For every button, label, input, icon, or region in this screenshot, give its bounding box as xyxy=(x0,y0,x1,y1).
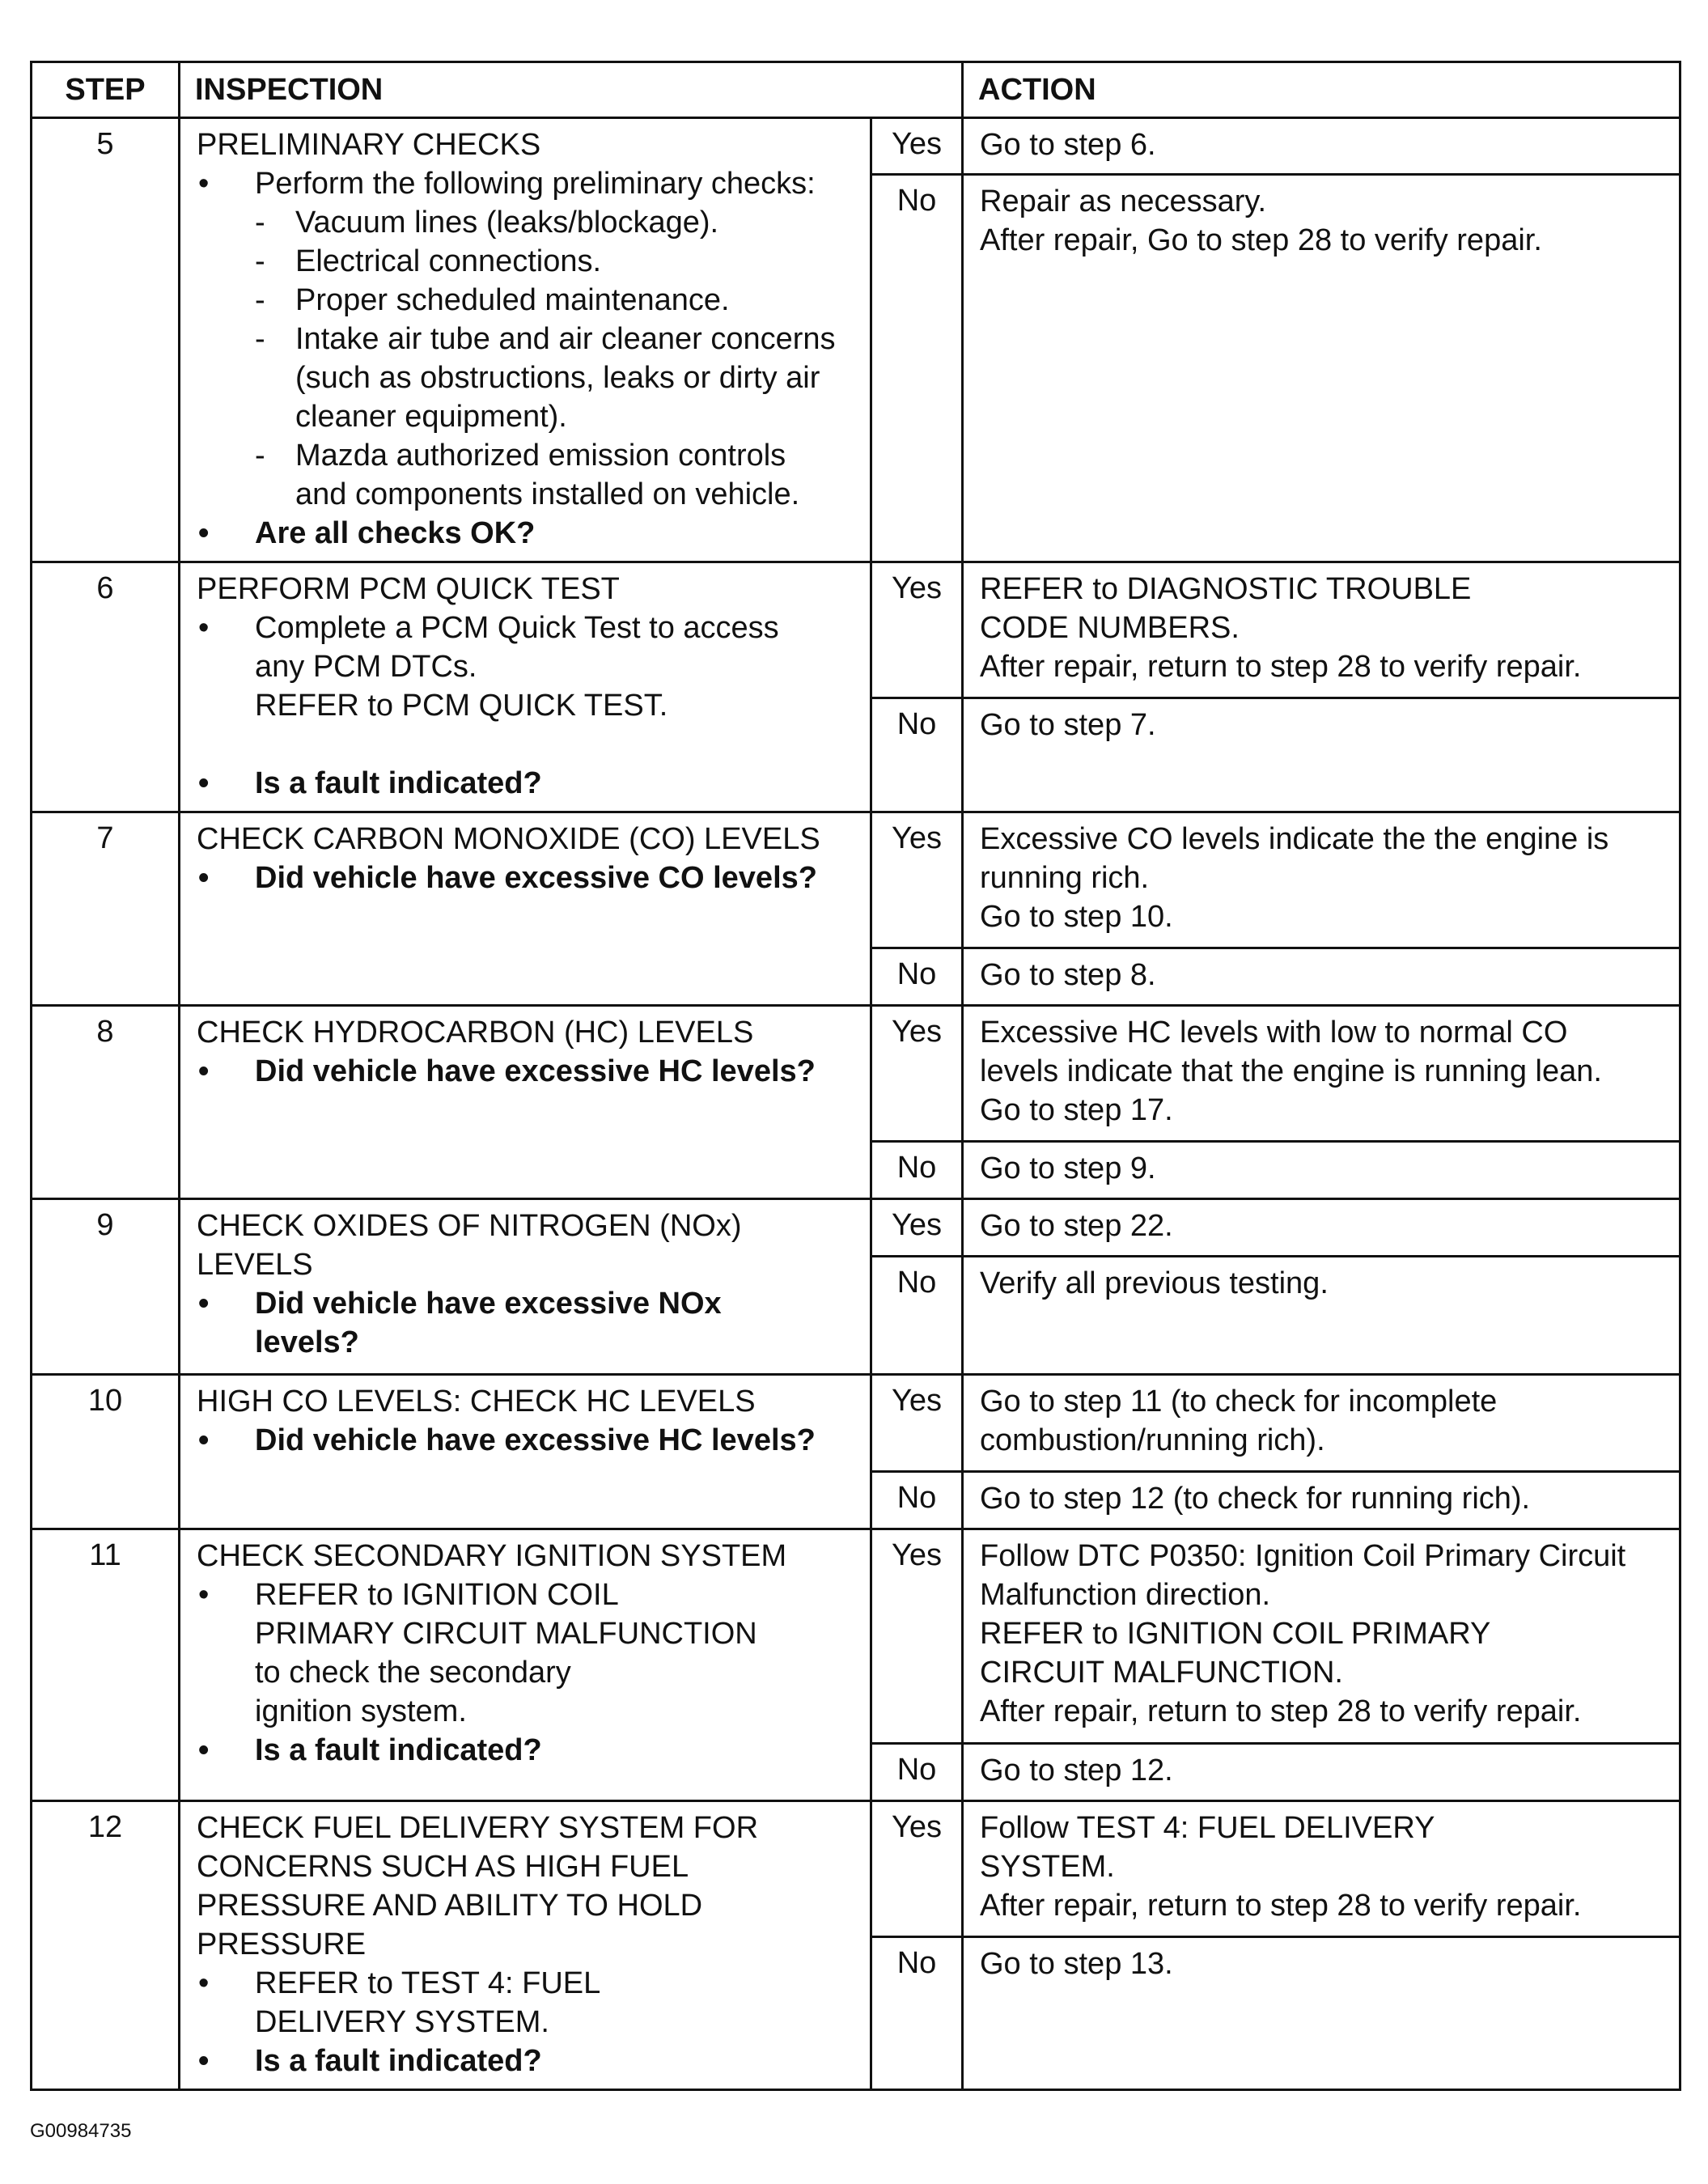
header-step: STEP xyxy=(32,62,180,118)
inspection-cell xyxy=(180,118,871,562)
header-action: ACTION xyxy=(963,62,1680,118)
header-inspection: INSPECTION xyxy=(180,62,963,118)
no-label: No xyxy=(871,1142,963,1199)
no-action: Go to step 13. xyxy=(963,1937,1680,2090)
no-action: Go to step 12 (to check for running rich). xyxy=(963,1472,1680,1529)
yes-label: Yes xyxy=(871,1199,963,1257)
table-row xyxy=(32,118,1680,175)
yes-label: Yes xyxy=(871,1801,963,1937)
yes-label: Yes xyxy=(871,118,963,175)
inspection-cell xyxy=(180,812,871,1006)
no-action: Go to step 12. xyxy=(963,1744,1680,1801)
no-label: No xyxy=(871,1472,963,1529)
step-number: 8 xyxy=(32,1006,180,1199)
step-number: 12 xyxy=(32,1801,180,2090)
inspection-title: CHECK OXIDES OF NITROGEN (NOx) LEVELS xyxy=(197,1209,742,1282)
bullet-item: • Complete a PCM Quick Test to access any PCM DTCs. REFER to PCM QUICK TEST. xyxy=(197,609,858,725)
diagnostic-table xyxy=(30,61,1681,2091)
inspection-cell xyxy=(180,1375,871,1529)
yes-label: Yes xyxy=(871,562,963,698)
no-action: Repair as necessary. After repair, Go to step 28 to verify repair. xyxy=(963,175,1680,562)
question: • Did vehicle have excessive NOx levels? xyxy=(197,1284,858,1362)
sub-item: - Mazda authorized emission controls and components installed on vehicle. xyxy=(197,436,858,514)
yes-label: Yes xyxy=(871,1375,963,1472)
no-label: No xyxy=(871,1744,963,1801)
table-row xyxy=(32,1801,1680,1937)
sub-item: - Electrical connections. xyxy=(197,242,858,281)
sub-item: - Intake air tube and air cleaner concerns (such as obstructions, leaks or dirty air cleaner equipment). xyxy=(197,320,858,436)
sub-item: - Proper scheduled maintenance. xyxy=(197,281,858,320)
yes-action: Excessive HC levels with low to normal CO levels indicate that the engine is running lean. Go to step 17. xyxy=(963,1006,1680,1142)
table-row xyxy=(32,1375,1680,1472)
step-number: 7 xyxy=(32,812,180,1006)
question: • Did vehicle have excessive HC levels? xyxy=(197,1052,858,1091)
figure-id: G00984735 xyxy=(30,2120,132,2142)
yes-label: Yes xyxy=(871,812,963,948)
question: • Is a fault indicated? xyxy=(197,2042,858,2080)
yes-action: Go to step 22. xyxy=(963,1199,1680,1257)
yes-action: Follow DTC P0350: Ignition Coil Primary Circuit Malfunction direction. REFER to IGNITION COIL PRIMARY CIRCUIT MALFUNCTION. After repair, return to step 28 to verify repair. xyxy=(963,1529,1680,1744)
yes-action: Go to step 6. xyxy=(963,118,1680,175)
no-action: Go to step 8. xyxy=(963,948,1680,1006)
bullet-item: • REFER to IGNITION COIL PRIMARY CIRCUIT MALFUNCTION to check the secondary ignition system. xyxy=(197,1575,858,1731)
question: • Did vehicle have excessive HC levels? xyxy=(197,1421,858,1460)
yes-label: Yes xyxy=(871,1006,963,1142)
inspection-cell xyxy=(180,1529,871,1801)
inspection-title: CHECK SECONDARY IGNITION SYSTEM xyxy=(197,1539,787,1573)
inspection-title: HIGH CO LEVELS: CHECK HC LEVELS xyxy=(197,1385,756,1419)
yes-action: Follow TEST 4: FUEL DELIVERY SYSTEM. After repair, return to step 28 to verify repair. xyxy=(963,1801,1680,1937)
step-number: 11 xyxy=(32,1529,180,1801)
question: • Are all checks OK? xyxy=(197,514,858,553)
no-action: Go to step 7. xyxy=(963,698,1680,812)
bullet-item: • REFER to TEST 4: FUEL DELIVERY SYSTEM. xyxy=(197,1964,858,2042)
inspection-cell xyxy=(180,562,871,812)
inspection-title: PRELIMINARY CHECKS xyxy=(197,128,541,162)
no-label: No xyxy=(871,948,963,1006)
inspection-title: CHECK CARBON MONOXIDE (CO) LEVELS xyxy=(197,822,820,856)
question: • Is a fault indicated? xyxy=(197,1731,858,1770)
yes-action: Excessive CO levels indicate the the engine is running rich. Go to step 10. xyxy=(963,812,1680,948)
table-row xyxy=(32,812,1680,948)
step-number: 5 xyxy=(32,118,180,562)
table-row xyxy=(32,562,1680,698)
yes-action: Go to step 11 (to check for incomplete combustion/running rich). xyxy=(963,1375,1680,1472)
inspection-cell xyxy=(180,1199,871,1375)
step-number: 6 xyxy=(32,562,180,812)
question: • Did vehicle have excessive CO levels? xyxy=(197,859,858,897)
inspection-title: CHECK FUEL DELIVERY SYSTEM FOR CONCERNS SUCH AS HIGH FUEL PRESSURE AND ABILITY TO HOLD PRESSURE xyxy=(197,1811,759,1961)
no-action: Go to step 9. xyxy=(963,1142,1680,1199)
inspection-cell xyxy=(180,1801,871,2090)
sub-item: - Vacuum lines (leaks/blockage). xyxy=(197,203,858,242)
step-number: 10 xyxy=(32,1375,180,1529)
inspection-title: PERFORM PCM QUICK TEST xyxy=(197,572,620,606)
bullet-item: • Perform the following preliminary checks: xyxy=(197,164,858,203)
no-label: No xyxy=(871,698,963,812)
yes-action: REFER to DIAGNOSTIC TROUBLE CODE NUMBERS. After repair, return to step 28 to verify repair. xyxy=(963,562,1680,698)
yes-label: Yes xyxy=(871,1529,963,1744)
table-row xyxy=(32,1199,1680,1257)
inspection-title: CHECK HYDROCARBON (HC) LEVELS xyxy=(197,1016,754,1050)
no-action: Verify all previous testing. xyxy=(963,1257,1680,1375)
table-row xyxy=(32,1006,1680,1142)
no-label: No xyxy=(871,175,963,562)
inspection-cell xyxy=(180,1006,871,1199)
question: • Is a fault indicated? xyxy=(197,764,858,803)
diagnostic-table-document xyxy=(30,61,1679,2091)
table-row xyxy=(32,1529,1680,1744)
header-row xyxy=(32,62,1680,118)
no-label: No xyxy=(871,1937,963,2090)
no-label: No xyxy=(871,1257,963,1375)
step-number: 9 xyxy=(32,1199,180,1375)
